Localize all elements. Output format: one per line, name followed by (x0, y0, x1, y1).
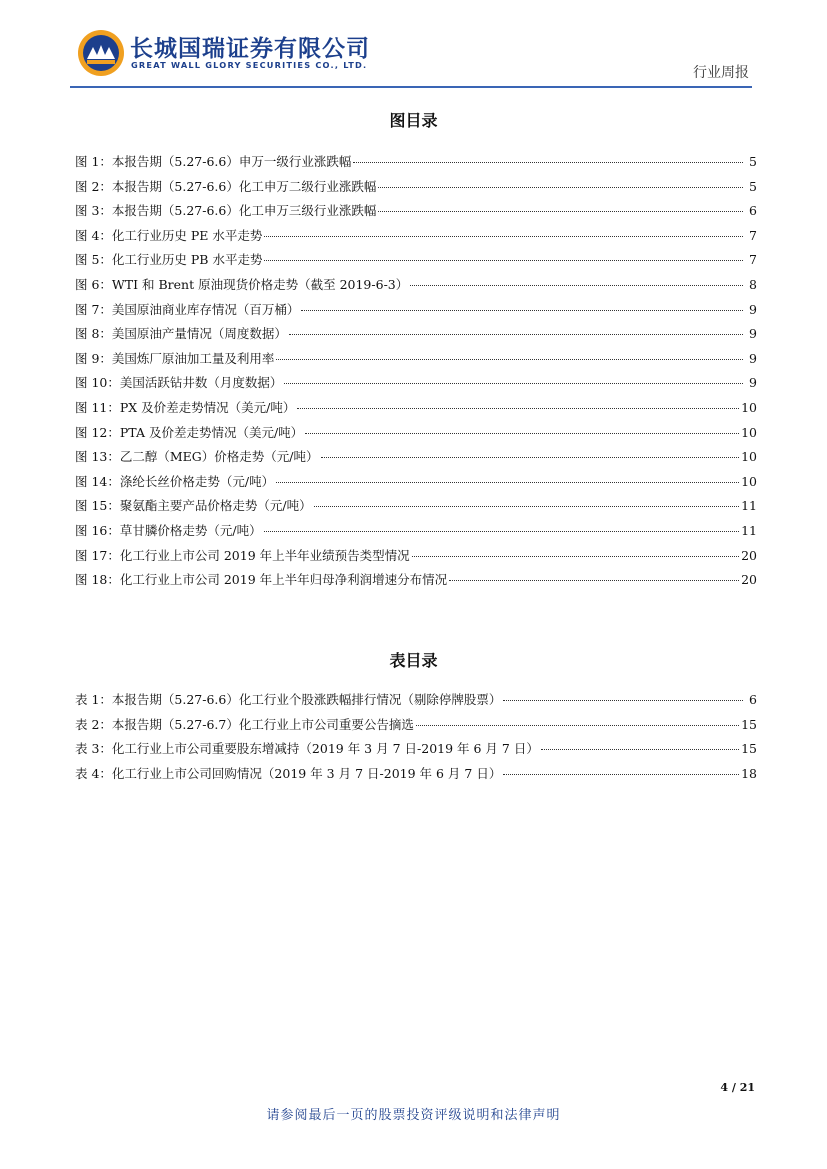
toc-leader-dots (416, 725, 739, 726)
toc-entry-label: 图 12：PTA 及价差走势情况（美元/吨） (75, 424, 304, 440)
toc-entry[interactable] (75, 739, 757, 764)
toc-leader-dots (284, 383, 743, 384)
toc-entry-label: 表 3：化工行业上市公司重要股东增减持（2019 年 3 月 7 日-2019 年 6 月 7 日） (75, 741, 539, 757)
toc-entry-page: 10 (741, 473, 757, 489)
toc-entry[interactable] (75, 570, 757, 595)
toc-leader-dots (503, 700, 743, 701)
toc-entry[interactable] (75, 324, 757, 349)
company-logo-icon (77, 29, 125, 77)
toc-entry-page: 15 (741, 716, 757, 732)
toc-entry-label: 表 1：本报告期（5.27-6.6）化工行业个股涨跌幅排行情况（剔除停牌股票） (75, 692, 502, 707)
toc-leader-dots (378, 211, 743, 212)
toc-entry-label: 表 4：化工行业上市公司回购情况（2019 年 3 月 7 日-2019 年 6 月 7 日） (75, 765, 502, 781)
toc-entry-label: 图 9：美国炼厂原油加工量及利用率 (75, 350, 275, 366)
toc-leader-dots (297, 408, 739, 409)
toc-entry-label: 图 13：乙二醇（MEG）价格走势（元/吨） (75, 449, 319, 465)
toc-entry-label: 图 4：化工行业历史 PE 水平走势 (75, 227, 263, 243)
toc-entry-page: 9 (749, 375, 757, 391)
toc-entry-page: 6 (749, 203, 757, 219)
toc-leader-dots (410, 285, 743, 286)
toc-entry[interactable] (75, 398, 757, 423)
toc-entry-label: 图 1：本报告期（5.27-6.6）申万一级行业涨跌幅 (75, 154, 352, 169)
toc-entry-label: 图 2：本报告期（5.27-6.6）化工申万二级行业涨跌幅 (75, 178, 377, 194)
toc-entry-label: 图 3：本报告期（5.27-6.6）化工申万三级行业涨跌幅 (75, 203, 377, 219)
disclaimer-note: 请参阅最后一页的股票投资评级说明和法律声明 (266, 1108, 561, 1123)
toc-entry-label: 图 18：化工行业上市公司 2019 年上半年归母净利润增速分布情况 (75, 572, 448, 588)
toc-leader-dots (301, 310, 743, 311)
toc-leader-dots (264, 260, 743, 261)
company-name-en: GREAT WALL GLORY SECURITIES CO., LTD. (131, 60, 368, 70)
toc-entry[interactable] (75, 275, 757, 300)
toc-entry[interactable] (75, 690, 757, 715)
toc-entry-label: 图 15：聚氨酯主要产品价格走势（元/吨） (75, 498, 312, 514)
toc-leader-dots (321, 457, 740, 458)
toc-entry[interactable] (75, 447, 757, 472)
tables-toc (75, 690, 757, 788)
toc-entry-page: 9 (749, 350, 757, 366)
toc-entry-label: 图 7：美国原油商业库存情况（百万桶） (75, 301, 300, 317)
toc-entry[interactable] (75, 152, 757, 177)
toc-entry-page: 6 (749, 692, 757, 707)
toc-entry-label: 图 16：草甘膦价格走势（元/吨） (75, 522, 262, 538)
toc-entry[interactable] (75, 226, 757, 251)
toc-leader-dots (305, 433, 739, 434)
toc-entry-label: 表 2：本报告期（5.27-6.7）化工行业上市公司重要公告摘选 (75, 716, 414, 732)
toc-entry-page: 5 (749, 178, 757, 194)
toc-entry[interactable] (75, 715, 757, 740)
toc-leader-dots (541, 749, 739, 750)
toc-leader-dots (353, 162, 743, 163)
toc-entry-page: 10 (741, 424, 757, 440)
toc-entry-page: 7 (749, 227, 757, 243)
figures-toc-title: 图目录 (389, 111, 438, 130)
toc-entry-label: 图 6：WTI 和 Brent 原油现货价格走势（截至 2019-6-3） (75, 276, 409, 292)
toc-entry[interactable] (75, 373, 757, 398)
toc-entry-page: 10 (741, 449, 757, 465)
toc-entry-page: 7 (749, 252, 757, 268)
toc-entry-page: 11 (741, 522, 757, 538)
toc-entry[interactable] (75, 177, 757, 202)
page-header (0, 0, 827, 95)
toc-entry-page: 11 (741, 498, 757, 514)
page-number: 4 / 21 (720, 1081, 755, 1094)
toc-entry-page: 20 (741, 547, 757, 563)
toc-leader-dots (314, 506, 740, 507)
company-name-cn: 长城国瑞证券有限公司 (130, 36, 370, 62)
toc-entry[interactable] (75, 201, 757, 226)
toc-entry[interactable] (75, 423, 757, 448)
toc-leader-dots (412, 556, 739, 557)
toc-entry-label: 图 11：PX 及价差走势情况（美元/吨） (75, 399, 296, 415)
report-type: 行业周报 (693, 65, 749, 81)
toc-entry[interactable] (75, 349, 757, 374)
toc-entry-label: 图 8：美国原油产量情况（周度数据） (75, 326, 287, 342)
toc-entry-page: 5 (749, 154, 757, 169)
toc-entry-page: 15 (741, 741, 757, 757)
toc-leader-dots (503, 774, 739, 775)
toc-entry[interactable] (75, 764, 757, 789)
toc-leader-dots (276, 359, 743, 360)
toc-entry[interactable] (75, 250, 757, 275)
toc-entry-label: 图 5：化工行业历史 PB 水平走势 (75, 252, 263, 268)
toc-leader-dots (378, 187, 743, 188)
toc-entry-label: 图 17：化工行业上市公司 2019 年上半年业绩预告类型情况 (75, 547, 410, 563)
tables-toc-title: 表目录 (389, 651, 438, 670)
toc-entry-page: 20 (741, 572, 757, 588)
toc-entry[interactable] (75, 300, 757, 325)
toc-leader-dots (264, 236, 743, 237)
toc-leader-dots (449, 580, 739, 581)
toc-entry-page: 18 (741, 765, 757, 781)
toc-leader-dots (264, 531, 740, 532)
toc-leader-dots (276, 482, 739, 483)
toc-entry-label: 图 14：涤纶长丝价格走势（元/吨） (75, 473, 275, 489)
header-divider (70, 86, 752, 88)
toc-entry[interactable] (75, 496, 757, 521)
toc-leader-dots (289, 334, 743, 335)
toc-entry-label: 图 10：美国活跃钻井数（月度数据） (75, 375, 283, 391)
toc-entry[interactable] (75, 521, 757, 546)
toc-entry-page: 10 (741, 399, 757, 415)
toc-entry[interactable] (75, 546, 757, 571)
toc-entry-page: 8 (749, 276, 757, 292)
toc-entry[interactable] (75, 472, 757, 497)
figures-toc (75, 152, 757, 595)
toc-entry-page: 9 (749, 301, 757, 317)
toc-entry-page: 9 (749, 326, 757, 342)
